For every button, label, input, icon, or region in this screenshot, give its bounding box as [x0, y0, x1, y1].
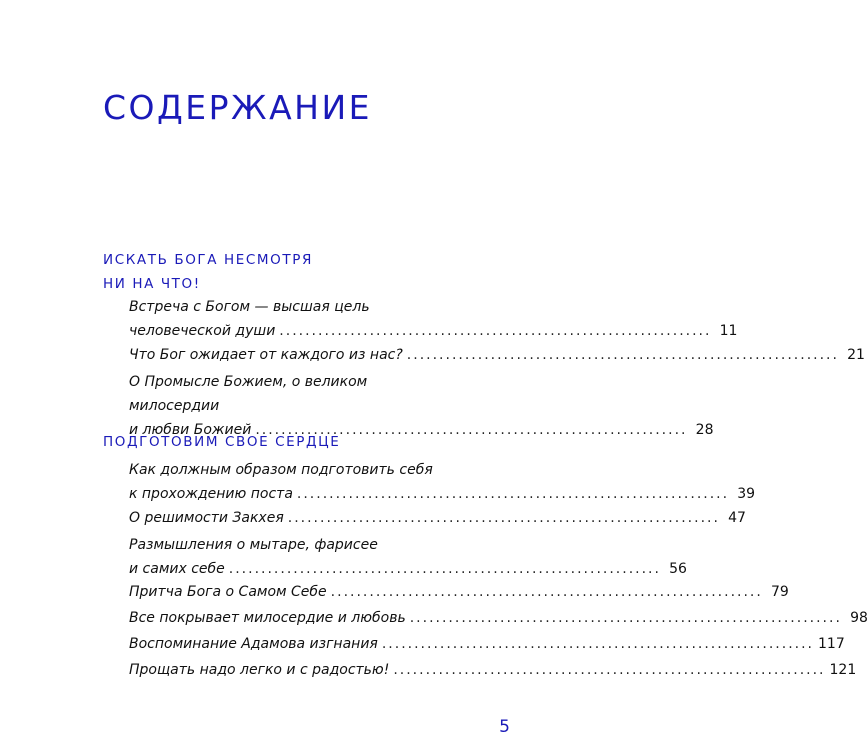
- entry-title-line: Все покрывает милосердие и любовь: [129, 610, 406, 626]
- dot-leader: ...................................................................: [228, 561, 661, 577]
- dot-leader: ...................................................................: [330, 584, 763, 600]
- section-title-line: ПОДГОТОВИМ СВОЕ СЕРДЦЕ: [103, 434, 341, 450]
- entry-title-line: Что Бог ожидает от каждого из нас?: [129, 347, 403, 363]
- entry-page-number: 47: [728, 510, 746, 526]
- entry-page-number: 79: [771, 584, 789, 600]
- dot-leader: ...................................................................: [296, 486, 730, 502]
- toc-entry[interactable]: [129, 580, 789, 604]
- section-title: [103, 248, 403, 296]
- toc-entry[interactable]: [129, 458, 756, 506]
- page-number: 5: [499, 717, 510, 737]
- section-title-line: НИ НА ЧТО!: [103, 276, 201, 292]
- toc-entry[interactable]: [129, 506, 746, 530]
- entry-page-number: 21: [847, 347, 865, 363]
- entry-page-number: 28: [695, 422, 714, 438]
- toc-entry[interactable]: [129, 295, 738, 343]
- entry-title-line: и любви Божией: [129, 422, 252, 438]
- entry-title-line: О Промысле Божием, о великом милосердии: [129, 374, 368, 414]
- toc-entry[interactable]: [129, 606, 868, 630]
- entry-page-number: 117: [818, 636, 845, 652]
- toc-entry[interactable]: [129, 533, 687, 581]
- entry-title-line: О решимости Закхея: [129, 510, 284, 526]
- entry-page-number: 11: [719, 323, 738, 339]
- dot-leader: ...................................................................: [406, 347, 839, 363]
- entry-page-number: 56: [669, 561, 687, 577]
- section-title: [103, 430, 403, 454]
- entry-page-number: 121: [829, 662, 857, 678]
- dot-leader: ...................................................................: [381, 636, 815, 652]
- dot-leader: ...................................................................: [409, 610, 842, 626]
- dot-leader: ...................................................................: [287, 510, 720, 526]
- entry-title-line: Размышления о мытаре, фарисее: [129, 537, 378, 553]
- dot-leader: ...................................................................: [393, 662, 826, 678]
- section-title-line: ИСКАТЬ БОГА НЕСМОТРЯ: [103, 252, 313, 268]
- entry-title-line: и самих себе: [129, 561, 225, 577]
- toc-entry[interactable]: [129, 632, 845, 656]
- dot-leader: ...................................................................: [255, 422, 688, 438]
- page-title: СОДЕРЖАНИЕ: [103, 88, 373, 127]
- entry-title-line: человеческой души: [129, 323, 276, 339]
- entry-title-line: Прощать надо легко и с радостью!: [129, 662, 390, 678]
- entry-title-line: к прохождению поста: [129, 486, 293, 502]
- toc-entry[interactable]: [129, 343, 865, 367]
- entry-title-line: Притча Бога о Самом Себе: [129, 584, 327, 600]
- entry-page-number: 39: [737, 486, 756, 502]
- entry-title-line: Как должным образом подготовить себя: [129, 462, 433, 478]
- dot-leader: ...................................................................: [279, 323, 712, 339]
- toc-entry[interactable]: [129, 658, 857, 682]
- entry-title-line: Воспоминание Адамова изгнания: [129, 636, 378, 652]
- entry-title-line: Встреча с Богом — высшая цель: [129, 299, 370, 315]
- entry-page-number: 98: [850, 610, 868, 626]
